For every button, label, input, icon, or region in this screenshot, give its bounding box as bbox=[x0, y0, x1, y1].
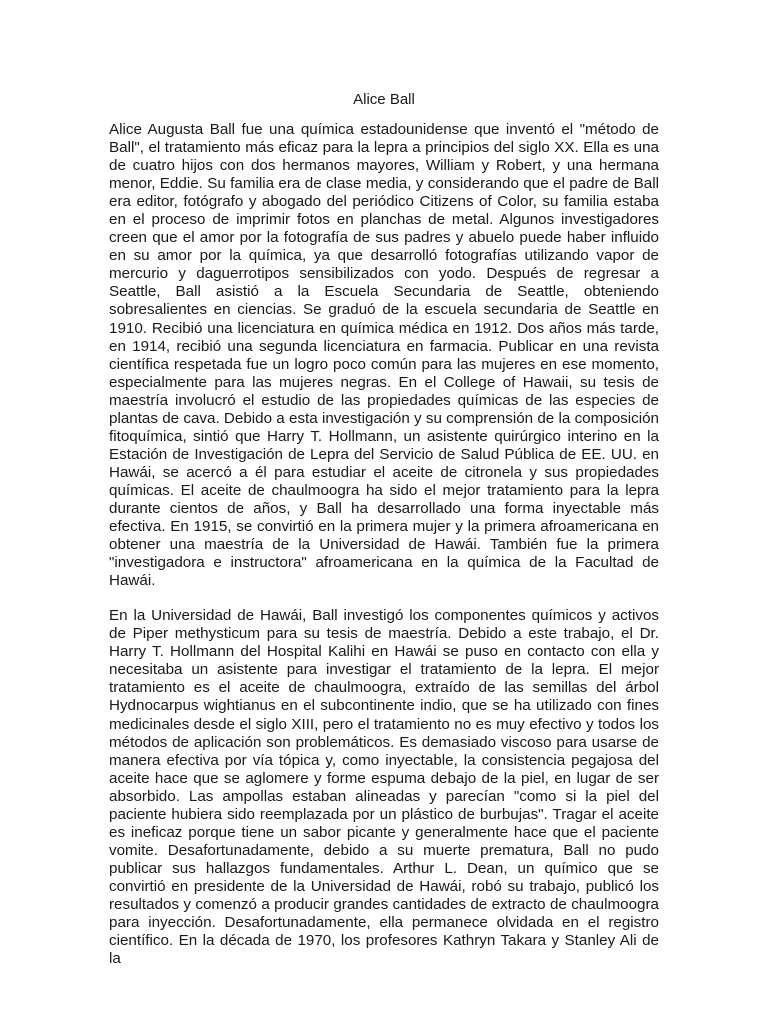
page-title: Alice Ball bbox=[353, 91, 415, 108]
document-body bbox=[109, 121, 659, 968]
paragraph-biography: Alice Augusta Ball fue una química estadounidense que inventó el "método de Ball", el tratamiento más eficaz para la lepra a principios del siglo XX. Ella es una de cuatro hijos con dos hermanos mayores, William y Robert, y una hermana menor, Eddie. Su familia era de clase media, y considerando que el padre de Ball era editor, fotógrafo y abogado del periódico Citizens of Color, su familia estaba en el proceso de imprimir fotos en planchas de metal. Algunos investigadores creen que el amor por la fotografía de sus padres y abuelo puede haber influido en su amor por la química, ya que desarrolló fotografías utilizando vapor de mercurio y daguerrotipos sensibilizados con yodo. Después de regresar a Seattle, Ball asistió a la Escuela Secundaria de Seattle, obteniendo sobresalientes en ciencias. Se graduó de la escuela secundaria de Seattle en 1910. Recibió una licenciatura en química médica en 1912. Dos años más tarde, en 1914, recibió una segunda licenciatura en farmacia. Publicar en una revista científica respetada fue un logro poco común para las mujeres en ese momento, especialmente para las mujeres negras. En el College of Hawaii, su tesis de maestría involucró el estudio de las propiedades químicas de las especies de plantas de cava. Debido a esta investigación y su comprensión de la composición fitoquímica, sintió que Harry T. Hollmann, un asistente quirúrgico interino en la Estación de Investigación de Lepra del Servicio de Salud Pública de EE. UU. en Hawái, se acercó a él para estudiar el aceite de citronela y sus propiedades químicas. El aceite de chaulmoogra ha sido el mejor tratamiento para la lepra durante cientos de años, y Ball ha desarrollado una forma inyectable más efectiva. En 1915, se convirtió en la primera mujer y la primera afroamericana en obtener una maestría de la Universidad de Hawái. También fue la primera "investigadora e instructora" afroamericana en la química de la Facultad de Hawái. bbox=[109, 121, 659, 590]
paragraph-research: En la Universidad de Hawái, Ball investigó los componentes químicos y activos de Piper methysticum para su tesis de maestría. Debido a este trabajo, el Dr. Harry T. Hollmann del Hospital Kalihi en Hawái se puso en contacto con ella y necesitaba un asistente para investigar el tratamiento de la lepra. El mejor tratamiento es el aceite de chaulmoogra, extraído de las semillas del árbol Hydnocarpus wightianus en el subcontinente indio, que se ha utilizado con fines medicinales desde el siglo XIII, pero el tratamiento no es muy efectivo y todos los métodos de aplicación son problemáticos. Es demasiado viscoso para usarse de manera efectiva por vía tópica y, como inyectable, la consistencia pegajosa del aceite hace que se aglomere y forme espuma debajo de la piel, en lugar de ser absorbido. Las ampollas estaban alineadas y parecían "como si la piel del paciente hubiera sido reemplazada por un plástico de burbujas". Tragar el aceite es ineficaz porque tiene un sabor picante y generalmente hace que el paciente vomite. Desafortunadamente, debido a su muerte prematura, Ball no pudo publicar sus hallazgos fundamentales. Arthur L. Dean, un químico que se convirtió en presidente de la Universidad de Hawái, robó su trabajo, publicó los resultados y comenzó a producir grandes cantidades de extracto de chaulmoogra para inyección. Desafortunadamente, ella permanece olvidada en el registro científico. En la década de 1970, los profesores Kathryn Takara y Stanley Ali de la bbox=[109, 607, 659, 968]
